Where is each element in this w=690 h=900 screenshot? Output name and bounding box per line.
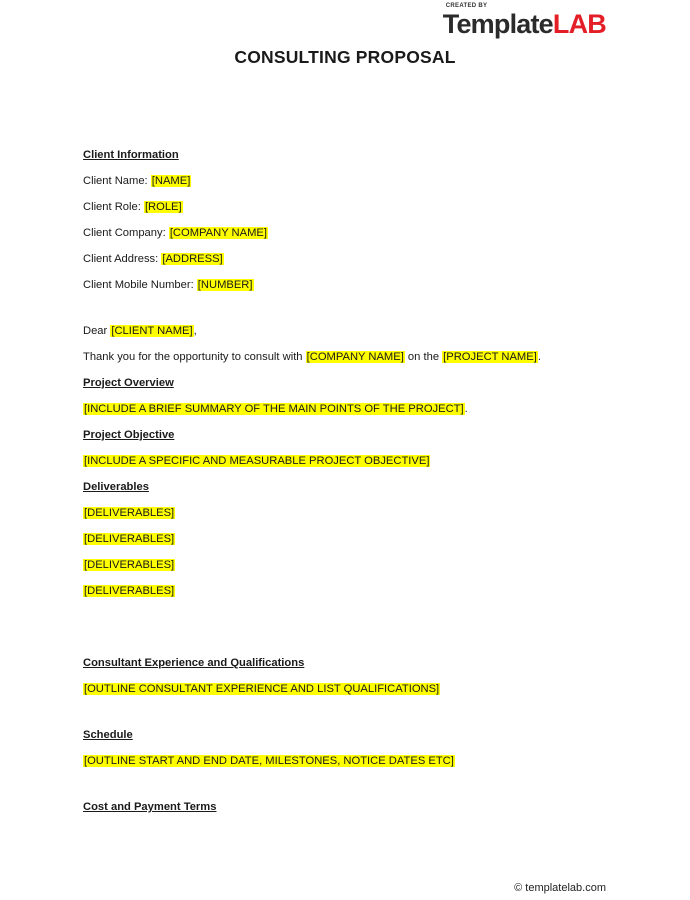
client-company-placeholder: [COMPANY NAME] xyxy=(169,227,267,239)
salutation-text: Dear xyxy=(83,325,111,337)
project-objective-line xyxy=(83,451,623,471)
project-overview-end: . xyxy=(464,403,468,415)
thanks-end: . xyxy=(537,351,541,363)
deliverable-placeholder: [DELIVERABLES] xyxy=(84,585,175,597)
deliverable-item xyxy=(83,503,623,523)
salutation-end: , xyxy=(193,325,197,337)
client-role-label: Client Role: xyxy=(83,201,144,213)
client-address-placeholder: [ADDRESS] xyxy=(162,253,223,265)
logo-created-by: CREATED BY xyxy=(445,3,488,9)
salutation-line xyxy=(83,321,623,341)
logo-brand-main: Template xyxy=(442,9,553,39)
deliverable-placeholder: [DELIVERABLES] xyxy=(84,507,175,519)
thanks-line xyxy=(83,347,623,367)
client-role-placeholder: [ROLE] xyxy=(144,201,182,213)
project-objective-placeholder: [INCLUDE A SPECIFIC AND MEASURABLE PROJECT OBJECTIVE] xyxy=(84,455,430,467)
schedule-heading: Schedule xyxy=(83,729,133,741)
client-mobile-line xyxy=(83,275,623,295)
thanks-text-1: Thank you for the opportunity to consult with xyxy=(83,351,306,363)
thanks-project-placeholder: [PROJECT NAME] xyxy=(443,351,537,363)
client-name-placeholder: [NAME] xyxy=(151,175,191,187)
salutation-client-placeholder: [CLIENT NAME] xyxy=(111,325,193,337)
client-role-line xyxy=(83,197,623,217)
client-company-line xyxy=(83,223,623,243)
thanks-company-placeholder: [COMPANY NAME] xyxy=(306,351,404,363)
schedule-line xyxy=(83,751,623,771)
project-objective-heading: Project Objective xyxy=(83,429,175,441)
deliverable-placeholder: [DELIVERABLES] xyxy=(84,559,175,571)
document-title: CONSULTING PROPOSAL xyxy=(234,47,456,67)
client-mobile-label: Client Mobile Number: xyxy=(83,279,197,291)
logo-brand xyxy=(443,10,606,38)
experience-heading: Consultant Experience and Qualifications xyxy=(83,657,305,669)
client-name-line xyxy=(83,171,623,191)
deliverables-heading: Deliverables xyxy=(83,481,149,493)
project-overview-placeholder: [INCLUDE A BRIEF SUMMARY OF THE MAIN POINTS OF THE PROJECT] xyxy=(84,403,464,415)
deliverable-item xyxy=(83,529,623,549)
experience-line xyxy=(83,679,623,699)
document-body xyxy=(83,145,623,823)
client-address-label: Client Address: xyxy=(83,253,162,265)
footer-copyright: © templatelab.com xyxy=(514,882,606,894)
deliverable-item xyxy=(83,555,623,575)
deliverable-item xyxy=(83,581,623,601)
client-address-line xyxy=(83,249,623,269)
project-overview-heading: Project Overview xyxy=(83,377,174,389)
payment-heading: Cost and Payment Terms xyxy=(83,801,217,813)
deliverable-placeholder: [DELIVERABLES] xyxy=(84,533,175,545)
logo-brand-accent: LAB xyxy=(552,9,606,39)
project-overview-line xyxy=(83,399,623,419)
client-mobile-placeholder: [NUMBER] xyxy=(197,279,253,291)
thanks-text-2: on the xyxy=(404,351,443,363)
experience-placeholder: [OUTLINE CONSULTANT EXPERIENCE AND LIST QUALIFICATIONS] xyxy=(84,683,440,695)
client-info-heading: Client Information xyxy=(83,149,179,161)
client-company-label: Client Company: xyxy=(83,227,169,239)
templatelab-logo xyxy=(443,3,606,38)
client-name-label: Client Name: xyxy=(83,175,151,187)
schedule-placeholder: [OUTLINE START AND END DATE, MILESTONES, NOTICE DATES ETC] xyxy=(84,755,454,767)
